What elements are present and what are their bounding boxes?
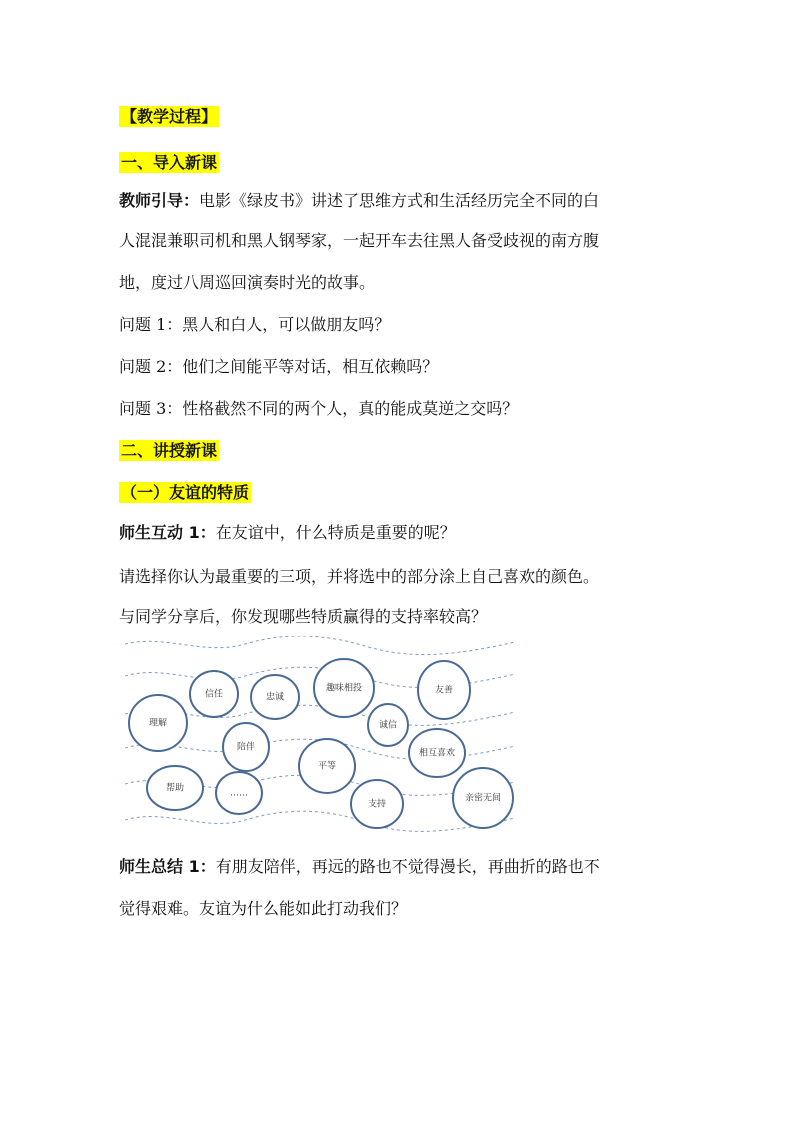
- interaction-line-2: 请选择你认为最重要的三项，并将选中的部分涂上自己喜欢的颜色。: [119, 567, 600, 586]
- heading-intro: 一、导入新课: [121, 153, 218, 172]
- interaction-prompt: 师生互动 1：在友谊中，什么特质是重要的呢？: [119, 523, 456, 542]
- bubble-label: 信任: [204, 689, 224, 700]
- bubble-label: 平等: [317, 761, 337, 772]
- section-title: 【教学过程】: [121, 107, 218, 126]
- question-1: 问题 1：黑人和白人，可以做朋友吗？: [119, 315, 391, 334]
- bubble-label: ……: [230, 788, 248, 799]
- intro-line-3: 地，度过八周巡回演奏时光的故事。: [119, 273, 376, 292]
- bubble-label: 相互喜欢: [418, 748, 456, 759]
- bubble-label: 友善: [434, 685, 454, 696]
- bubble-label: 理解: [148, 718, 168, 729]
- bubble-label: 趣味相投: [325, 683, 363, 694]
- bubble-label: 帮助: [165, 783, 185, 794]
- bubble-label: 亲密无间: [464, 793, 502, 804]
- interaction-line-3: 与同学分享后，你发现哪些特质赢得的支持率较高？: [119, 607, 488, 626]
- bubble-label: 忠诚: [265, 692, 285, 703]
- friendship-bubbles-illustration: [125, 636, 515, 832]
- bubble-label: 陪伴: [236, 742, 256, 753]
- bubble-label: 诚信: [378, 720, 398, 731]
- subheading-friendship-qualities: （一）友谊的特质: [121, 483, 250, 502]
- summary-line-1: 师生总结 1：有朋友陪伴，再远的路也不觉得漫长，再曲折的路也不: [119, 857, 600, 876]
- question-2: 问题 2：他们之间能平等对话，相互依赖吗？: [119, 357, 439, 376]
- intro-line-1: 教师引导：电影《绿皮书》讲述了思维方式和生活经历完全不同的白: [119, 191, 600, 210]
- summary-line-2: 觉得艰难。友谊为什么能如此打动我们？: [119, 899, 408, 918]
- intro-line-2: 人混混兼职司机和黑人钢琴家，一起开车去往黑人备受歧视的南方腹: [119, 231, 600, 250]
- question-3: 问题 3：性格截然不同的两个人，真的能成莫逆之交吗？: [119, 399, 519, 418]
- bubble-label: 支持: [367, 799, 387, 810]
- heading-new-lesson: 二、讲授新课: [121, 441, 218, 460]
